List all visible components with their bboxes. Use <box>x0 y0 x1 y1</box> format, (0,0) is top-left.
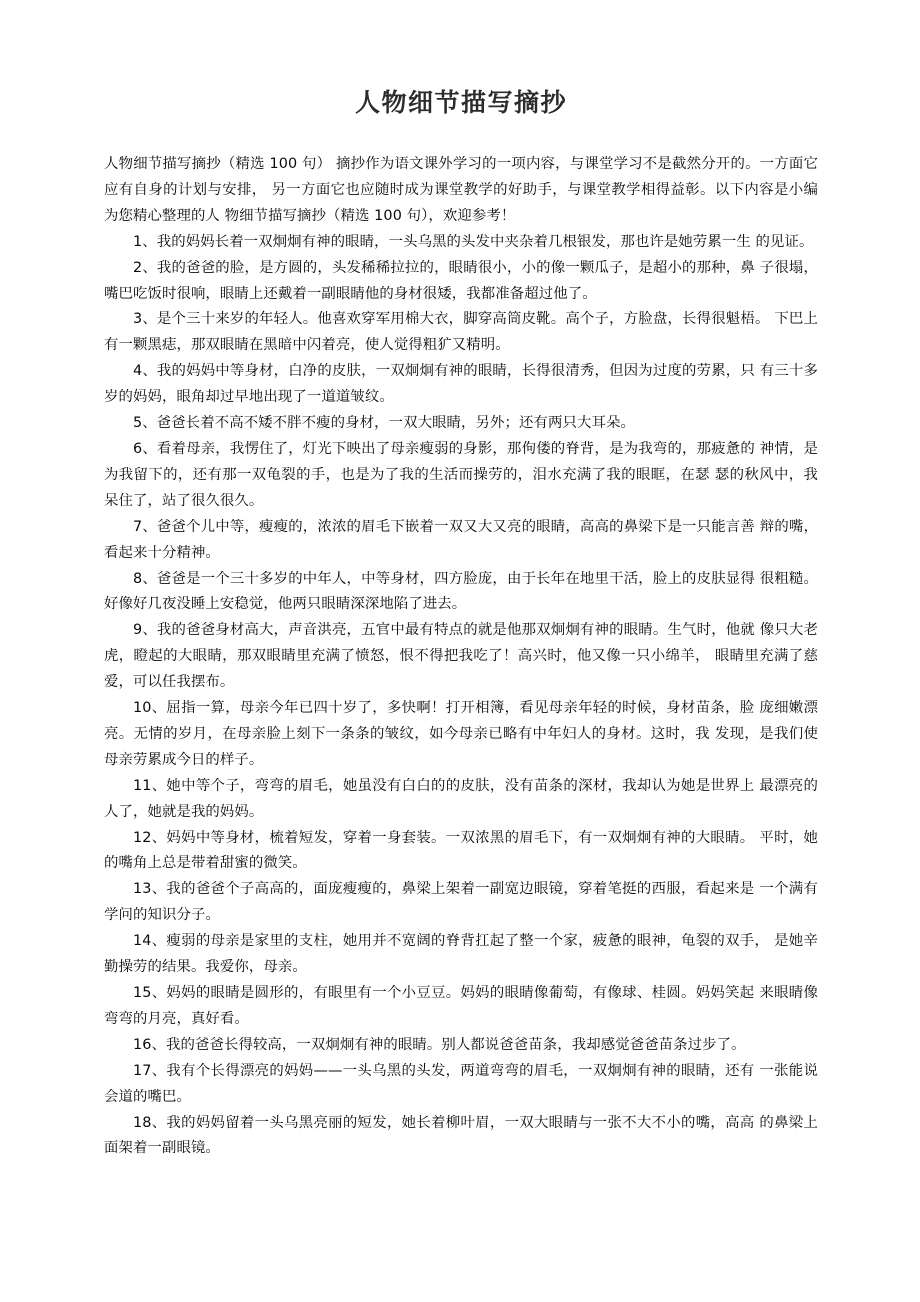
list-item: 14、瘦弱的母亲是家里的支柱，她用并不宽阔的脊背扛起了整一个家，疲惫的眼神，龟裂的双手， 是她辛勤操劳的结果。我爱你，母亲。 <box>104 933 818 976</box>
list-item: 9、我的爸爸身材高大，声音洪亮，五官中最有特点的就是他那双炯炯有神的眼睛。生气时，他就 像只大老虎，瞪起的大眼睛，那双眼睛里充满了愤怒，恨不得把我吃了！高兴时，他又像一只小绵羊， 眼睛里充满了慈爱，可以任我摆布。 <box>104 622 818 691</box>
document-body <box>104 152 818 1162</box>
list-item: 3、是个三十来岁的年轻人。他喜欢穿军用棉大衣，脚穿高筒皮靴。高个子，方脸盘，长得很魁梧。 下巴上有一颗黑痣，那双眼睛在黑暗中闪着亮，使人觉得粗犷又精明。 <box>104 311 818 354</box>
list-item: 6、看着母亲，我愣住了，灯光下映出了母亲瘦弱的身影，那佝偻的脊背，是为我弯的，那疲惫的 神情，是为我留下的，还有那一双龟裂的手，也是为了我的生活而操劳的，泪水充满了我的眼眶，在瑟 瑟的秋风中，我呆住了，站了很久很久。 <box>104 440 818 509</box>
list-item: 13、我的爸爸个子高高的，面庞瘦瘦的，鼻梁上架着一副宽边眼镜，穿着笔挺的西服，看起来是 一个满有学问的知识分子。 <box>104 881 818 924</box>
list-item: 2、我的爸爸的脸，是方圆的，头发稀稀拉拉的，眼睛很小，小的像一颗瓜子，是超小的那种，鼻 子很塌，嘴巴吃饭时很响，眼睛上还戴着一副眼睛他的身材很矮，我都准备超过他了。 <box>104 259 818 302</box>
list-item: 5、爸爸长着不高不矮不胖不瘦的身材，一双大眼睛，另外；还有两只大耳朵。 <box>133 415 635 432</box>
list-item: 17、我有个长得漂亮的妈妈——一头乌黑的头发，两道弯弯的眉毛，一双炯炯有神的眼睛，还有 一张能说会道的嘴巴。 <box>104 1062 818 1105</box>
intro-paragraph: 人物细节描写摘抄（精选 100 句） 摘抄作为语文课外学习的一项内容，与课堂学习不是截然分开的。一方面它应有自身的计划与安排， 另一方面它也应随时成为课堂教学的好助手，与课堂教学相得益彰。以下内容是小编为您精心整理的人 物细节描写摘抄（精选 100 句），欢迎参考！ <box>104 156 818 224</box>
list-item: 16、我的爸爸长得较高，一双炯炯有神的眼睛。别人都说爸爸苗条，我却感觉爸爸苗条过步了。 <box>133 1036 746 1053</box>
list-item: 15、妈妈的眼睛是圆形的，有眼里有一个小豆豆。妈妈的眼睛像葡萄，有像球、桂圆。妈妈笑起 来眼睛像弯弯的月亮，真好看。 <box>104 985 818 1027</box>
list-item: 1、我的妈妈长着一双炯炯有神的眼睛，一头乌黑的头发中夹杂着几根银发，那也许是她劳累一生 的见证。 <box>133 233 814 250</box>
list-item: 18、我的妈妈留着一头乌黑亮丽的短发，她长着柳叶眉，一双大眼睛与一张不大不小的嘴，高高 的鼻梁上面架着一副眼镜。 <box>104 1114 818 1157</box>
list-item: 4、我的妈妈中等身材，白净的皮肤，一双炯炯有神的眼睛，长得很清秀，但因为过度的劳累，只 有三十多岁的妈妈，眼角却过早地出现了一道道皱纹。 <box>104 363 818 406</box>
page-title: 人物细节描写摘抄 <box>354 88 567 117</box>
document-content <box>104 0 818 1162</box>
list-item: 8、爸爸是一个三十多岁的中年人，中等身材，四方脸庞，由于长年在地里干活，脸上的皮肤显得 很粗糙。好像好几夜没睡上安稳觉，他两只眼睛深深地陷了进去。 <box>104 570 818 613</box>
list-item: 12、妈妈中等身材，梳着短发，穿着一身套装。一双浓黑的眉毛下，有一双炯炯有神的大眼睛。 平时，她的嘴角上总是带着甜蜜的微笑。 <box>104 829 818 872</box>
list-item: 10、屈指一算，母亲今年已四十岁了，多快啊！打开相簿，看见母亲年轻的时候，身材苗条，脸 庞细嫩漂亮。无情的岁月，在母亲脸上刻下一条条的皱纹，如今母亲已略有中年妇人的身材。这时，我 发现，是我们使母亲劳累成今日的样子。 <box>104 700 818 768</box>
list-item: 7、爸爸个儿中等，瘦瘦的，浓浓的眉毛下嵌着一双又大又亮的眼睛，高高的鼻梁下是一只能言善 辩的嘴，看起来十分精神。 <box>104 518 818 561</box>
list-item: 11、她中等个子，弯弯的眉毛，她虽没有白白的的皮肤，没有苗条的深材，我却认为她是世界上 最漂亮的人了，她就是我的妈妈。 <box>104 777 818 820</box>
